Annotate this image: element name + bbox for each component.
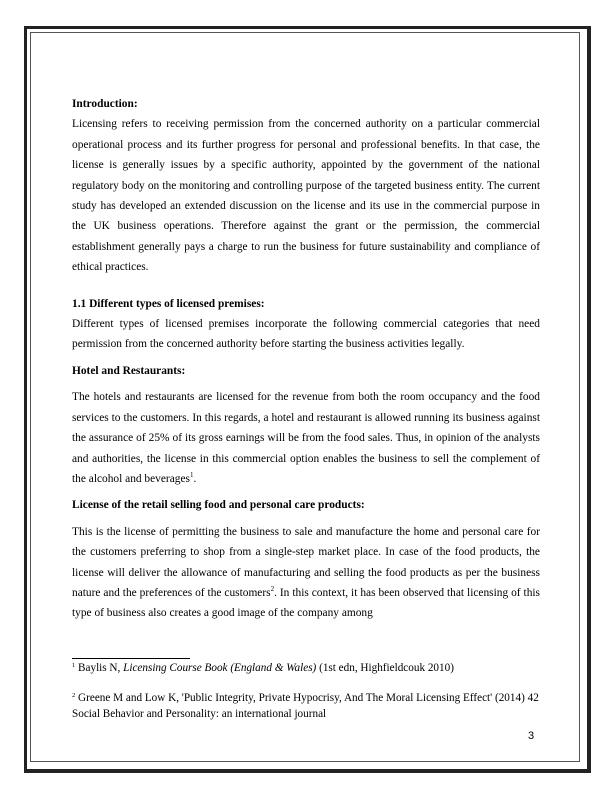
introduction-heading: Introduction:: [72, 98, 138, 110]
retail-paragraph-text-1: This is the license of permitting the business to sale and manufacture the home and personal care for the customers preferring to shop from a single-step market place. In case of the food products, the license will deliver the allowance of manufacturing and selling the food products as per the business nature and the preferences of the customers: [72, 525, 540, 599]
hotel-heading: Hotel and Restaurants:: [72, 364, 186, 377]
footnote-ref-1[interactable]: 1: [189, 470, 194, 479]
footnote-separator: [72, 658, 190, 659]
footnote-1-text-after: (1st edn, Highfieldcouk 2010): [316, 662, 454, 674]
retail-paragraph: [72, 522, 540, 624]
hotel-paragraph-text: The hotels and restaurants are licensed for the revenue from both the room occupancy and the food services to the customers. In this regards, a hotel and restaurant is allowed running its business against the assurance of 25% of its gross earnings will be from the food sales. Thus, in opinion of the analysts and authorities, the license in this commercial option enables the business to sell the complement of the alcohol and beverages: [72, 391, 540, 485]
retail-heading: License of the retail selling food and personal care products:: [72, 499, 365, 512]
footnote-1: [72, 660, 542, 676]
section-1-1-heading: 1.1 Different types of licensed premises:: [72, 297, 265, 310]
footnote-2-number: 2: [72, 692, 76, 699]
hotel-paragraph-end: .: [193, 472, 197, 485]
footnote-2-text: Greene M and Low K, 'Public Integrity, Private Hypocrisy, And The Moral Licensing Effect' (2014) 42 Social Behavior and Personality: an international journal: [72, 692, 539, 720]
hotel-paragraph: [72, 387, 540, 489]
footnote-1-title: Licensing Course Book (England & Wales): [123, 662, 317, 674]
footnote-1-text-before: Baylis N,: [75, 662, 124, 674]
retail-paragraph-text-2: . In this context, it has been observed that licensing of this type of business also creates a good image of the company among: [72, 586, 540, 620]
section-1-1-paragraph: Different types of licensed premises incorporate the following commercial categories that need permission from the concerned authority before starting the business activities legally.: [72, 318, 540, 351]
footnote-ref-2[interactable]: 2: [270, 584, 275, 593]
introduction-paragraph: Licensing refers to receiving permission from the concerned authority on a particular commercial operational process and its further progress for personal and professional benefits. In that case, the license is generally issues by a specific authority, appointed by the government of the national regulatory body on the monitoring and controlling purpose of the targeted business entity. The current study has developed an extended discussion on the license and its use in the commercial purpose in the UK business operations. Therefore against the grant or the permission, the commercial establishment generally pays a charge to run the business for future sustainability and compliance of ethical practices.: [72, 118, 540, 274]
footnote-2: [72, 690, 542, 722]
page-number: 3: [528, 730, 535, 742]
document-body: [72, 94, 540, 624]
footnote-1-number: 1: [72, 662, 76, 669]
